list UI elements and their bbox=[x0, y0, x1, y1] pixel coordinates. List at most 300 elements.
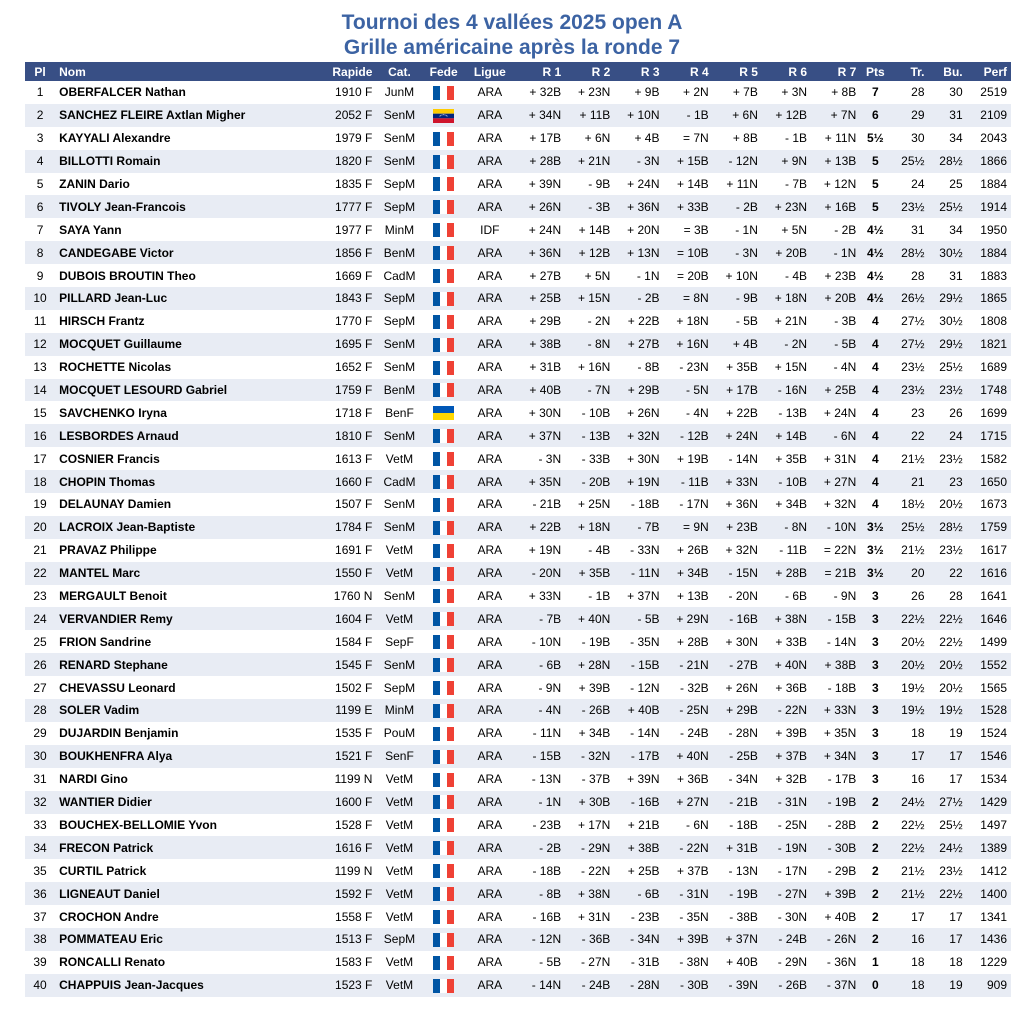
player-rating: 1523 F bbox=[312, 974, 376, 997]
header-rapide[interactable]: Rapide bbox=[312, 62, 376, 81]
round-2-result: - 37B bbox=[565, 768, 614, 791]
round-2-result: - 2N bbox=[565, 310, 614, 333]
round-5-result: + 6N bbox=[713, 104, 762, 127]
player-league: ARA bbox=[465, 791, 515, 814]
round-3-result: + 20N bbox=[614, 218, 663, 241]
round-4-result: = 3B bbox=[664, 218, 713, 241]
round-3-result: - 34N bbox=[614, 928, 663, 951]
round-2-result: - 7N bbox=[565, 379, 614, 402]
player-federation bbox=[423, 653, 465, 676]
round-5-result: - 14N bbox=[713, 447, 762, 470]
player-points: 5½ bbox=[860, 127, 890, 150]
fra-flag-icon bbox=[433, 910, 454, 924]
player-performance: 1341 bbox=[967, 905, 1011, 928]
round-3-result: - 35N bbox=[614, 630, 663, 653]
player-name: OBERFALCER Nathan bbox=[55, 81, 312, 104]
round-4-result: + 28B bbox=[664, 630, 713, 653]
player-category: VetM bbox=[376, 768, 422, 791]
round-2-result: + 14B bbox=[565, 218, 614, 241]
player-performance: 1759 bbox=[967, 516, 1011, 539]
round-3-result: + 19N bbox=[614, 470, 663, 493]
player-category: BenF bbox=[376, 401, 422, 424]
player-tiebreak-bu: 28½ bbox=[929, 150, 967, 173]
player-points: 6 bbox=[860, 104, 890, 127]
header-bu[interactable]: Bu. bbox=[929, 62, 967, 81]
player-tiebreak-tr: 21½ bbox=[890, 882, 928, 905]
player-rating: 1977 F bbox=[312, 218, 376, 241]
player-name: BOUCHEX-BELLOMIE Yvon bbox=[55, 814, 312, 837]
round-3-result: + 40B bbox=[614, 699, 663, 722]
round-6-result: - 8N bbox=[762, 516, 811, 539]
player-place: 16 bbox=[25, 424, 55, 447]
player-place: 40 bbox=[25, 974, 55, 997]
round-7-result: = 22N bbox=[811, 539, 860, 562]
round-6-result: + 5N bbox=[762, 218, 811, 241]
round-4-result: + 33B bbox=[664, 195, 713, 218]
player-tiebreak-tr: 23 bbox=[890, 401, 928, 424]
player-points: 5 bbox=[860, 150, 890, 173]
round-3-result: + 29B bbox=[614, 379, 663, 402]
round-3-result: + 26N bbox=[614, 401, 663, 424]
table-row bbox=[25, 836, 1011, 859]
player-category: VetM bbox=[376, 607, 422, 630]
round-3-result: - 1N bbox=[614, 264, 663, 287]
player-category: SenM bbox=[376, 424, 422, 447]
player-name: DUBOIS BROUTIN Theo bbox=[55, 264, 312, 287]
round-6-result: + 40N bbox=[762, 653, 811, 676]
player-place: 18 bbox=[25, 470, 55, 493]
player-name: SOLER Vadim bbox=[55, 699, 312, 722]
player-tiebreak-tr: 21½ bbox=[890, 539, 928, 562]
round-4-result: + 29N bbox=[664, 607, 713, 630]
fra-flag-icon bbox=[433, 452, 454, 466]
fra-flag-icon bbox=[433, 635, 454, 649]
round-4-result: - 21N bbox=[664, 653, 713, 676]
round-3-result: + 9B bbox=[614, 81, 663, 104]
round-6-result: + 20B bbox=[762, 241, 811, 264]
player-performance: 1429 bbox=[967, 791, 1011, 814]
table-row bbox=[25, 493, 1011, 516]
player-federation bbox=[423, 264, 465, 287]
player-points: 3 bbox=[860, 607, 890, 630]
player-performance: 1950 bbox=[967, 218, 1011, 241]
player-name: RONCALLI Renato bbox=[55, 951, 312, 974]
player-federation bbox=[423, 928, 465, 951]
table-row bbox=[25, 81, 1011, 104]
player-tiebreak-bu: 31 bbox=[929, 264, 967, 287]
player-tiebreak-tr: 20½ bbox=[890, 630, 928, 653]
round-2-result: + 40N bbox=[565, 607, 614, 630]
player-tiebreak-tr: 20½ bbox=[890, 653, 928, 676]
round-6-result: - 1B bbox=[762, 127, 811, 150]
player-category: SepM bbox=[376, 310, 422, 333]
round-4-result: - 6N bbox=[664, 814, 713, 837]
player-league: ARA bbox=[465, 722, 515, 745]
round-6-result: + 36B bbox=[762, 676, 811, 699]
round-1-result: + 33N bbox=[515, 585, 565, 608]
round-7-result: + 24N bbox=[811, 401, 860, 424]
player-tiebreak-bu: 34 bbox=[929, 218, 967, 241]
player-rating: 1528 F bbox=[312, 814, 376, 837]
player-rating: 1545 F bbox=[312, 653, 376, 676]
round-2-result: - 3B bbox=[565, 195, 614, 218]
player-rating: 1691 F bbox=[312, 539, 376, 562]
round-3-result: - 33N bbox=[614, 539, 663, 562]
round-2-result: + 23N bbox=[565, 81, 614, 104]
round-1-result: + 24N bbox=[515, 218, 565, 241]
fra-flag-icon bbox=[433, 155, 454, 169]
round-6-result: - 16N bbox=[762, 379, 811, 402]
player-league: ARA bbox=[465, 241, 515, 264]
header-perf[interactable]: Perf bbox=[967, 62, 1011, 81]
fra-flag-icon bbox=[433, 200, 454, 214]
player-performance: 1748 bbox=[967, 379, 1011, 402]
player-federation bbox=[423, 447, 465, 470]
player-performance: 1565 bbox=[967, 676, 1011, 699]
round-7-result: - 19B bbox=[811, 791, 860, 814]
player-performance: 1673 bbox=[967, 493, 1011, 516]
round-5-result: + 32N bbox=[713, 539, 762, 562]
round-3-result: + 24N bbox=[614, 173, 663, 196]
round-7-result: + 11N bbox=[811, 127, 860, 150]
player-tiebreak-tr: 29 bbox=[890, 104, 928, 127]
round-4-result: - 38N bbox=[664, 951, 713, 974]
header-pts[interactable]: Pts bbox=[860, 62, 890, 81]
player-place: 24 bbox=[25, 607, 55, 630]
player-league: ARA bbox=[465, 859, 515, 882]
player-category: SepM bbox=[376, 173, 422, 196]
round-7-result: + 23B bbox=[811, 264, 860, 287]
round-3-result: - 8B bbox=[614, 356, 663, 379]
player-tiebreak-bu: 27½ bbox=[929, 791, 967, 814]
player-points: 2 bbox=[860, 905, 890, 928]
player-rating: 1856 F bbox=[312, 241, 376, 264]
player-place: 39 bbox=[25, 951, 55, 974]
fra-flag-icon bbox=[433, 795, 454, 809]
header-pl[interactable]: Pl bbox=[25, 62, 55, 81]
round-5-result: - 19B bbox=[713, 882, 762, 905]
player-federation bbox=[423, 882, 465, 905]
table-row bbox=[25, 379, 1011, 402]
table-row bbox=[25, 859, 1011, 882]
fra-flag-icon bbox=[433, 383, 454, 397]
round-4-result: + 34B bbox=[664, 562, 713, 585]
player-place: 4 bbox=[25, 150, 55, 173]
player-tiebreak-bu: 23½ bbox=[929, 447, 967, 470]
round-2-result: + 35B bbox=[565, 562, 614, 585]
player-place: 17 bbox=[25, 447, 55, 470]
player-tiebreak-bu: 28½ bbox=[929, 516, 967, 539]
table-row bbox=[25, 356, 1011, 379]
player-category: VetM bbox=[376, 814, 422, 837]
player-place: 13 bbox=[25, 356, 55, 379]
header-r4[interactable]: R 4 bbox=[664, 62, 713, 81]
player-tiebreak-tr: 24½ bbox=[890, 791, 928, 814]
round-6-result: - 26B bbox=[762, 974, 811, 997]
fra-flag-icon bbox=[433, 361, 454, 375]
player-points: 2 bbox=[860, 928, 890, 951]
player-tiebreak-tr: 23½ bbox=[890, 195, 928, 218]
round-3-result: - 31B bbox=[614, 951, 663, 974]
round-1-result: + 19N bbox=[515, 539, 565, 562]
player-league: ARA bbox=[465, 699, 515, 722]
round-2-result: + 21N bbox=[565, 150, 614, 173]
fra-flag-icon bbox=[433, 498, 454, 512]
player-rating: 1660 F bbox=[312, 470, 376, 493]
round-1-result: - 13N bbox=[515, 768, 565, 791]
player-category: MinM bbox=[376, 218, 422, 241]
player-category: SepM bbox=[376, 676, 422, 699]
player-name: ROCHETTE Nicolas bbox=[55, 356, 312, 379]
round-1-result: - 5B bbox=[515, 951, 565, 974]
round-6-result: - 31N bbox=[762, 791, 811, 814]
player-tiebreak-tr: 21½ bbox=[890, 859, 928, 882]
player-rating: 1759 F bbox=[312, 379, 376, 402]
player-league: ARA bbox=[465, 424, 515, 447]
round-7-result: + 31N bbox=[811, 447, 860, 470]
player-league: ARA bbox=[465, 379, 515, 402]
player-tiebreak-tr: 28 bbox=[890, 81, 928, 104]
player-federation bbox=[423, 562, 465, 585]
player-name: MERGAULT Benoit bbox=[55, 585, 312, 608]
round-1-result: + 36N bbox=[515, 241, 565, 264]
round-3-result: - 12N bbox=[614, 676, 663, 699]
round-7-result: + 7N bbox=[811, 104, 860, 127]
player-category: PouM bbox=[376, 722, 422, 745]
player-name: DUJARDIN Benjamin bbox=[55, 722, 312, 745]
player-name: CURTIL Patrick bbox=[55, 859, 312, 882]
table-row bbox=[25, 653, 1011, 676]
round-5-result: - 34N bbox=[713, 768, 762, 791]
header-cat[interactable]: Cat. bbox=[376, 62, 422, 81]
player-tiebreak-tr: 22½ bbox=[890, 607, 928, 630]
player-place: 10 bbox=[25, 287, 55, 310]
table-row bbox=[25, 516, 1011, 539]
player-rating: 1718 F bbox=[312, 401, 376, 424]
header-r6[interactable]: R 6 bbox=[762, 62, 811, 81]
round-4-result: + 13B bbox=[664, 585, 713, 608]
player-category: VetM bbox=[376, 836, 422, 859]
round-7-result: + 40B bbox=[811, 905, 860, 928]
round-2-result: - 36B bbox=[565, 928, 614, 951]
player-name: TIVOLY Jean-Francois bbox=[55, 195, 312, 218]
player-place: 14 bbox=[25, 379, 55, 402]
player-federation bbox=[423, 974, 465, 997]
round-5-result: - 39N bbox=[713, 974, 762, 997]
player-name: LIGNEAUT Daniel bbox=[55, 882, 312, 905]
player-place: 23 bbox=[25, 585, 55, 608]
player-performance: 1552 bbox=[967, 653, 1011, 676]
player-federation bbox=[423, 607, 465, 630]
round-7-result: - 3B bbox=[811, 310, 860, 333]
table-row bbox=[25, 745, 1011, 768]
player-performance: 1534 bbox=[967, 768, 1011, 791]
round-2-result: - 19B bbox=[565, 630, 614, 653]
round-6-result: + 28B bbox=[762, 562, 811, 585]
header-r5[interactable]: R 5 bbox=[713, 62, 762, 81]
player-points: 2 bbox=[860, 859, 890, 882]
round-1-result: + 35N bbox=[515, 470, 565, 493]
round-5-result: + 33N bbox=[713, 470, 762, 493]
round-2-result: + 30B bbox=[565, 791, 614, 814]
player-rating: 1507 F bbox=[312, 493, 376, 516]
round-5-result: + 24N bbox=[713, 424, 762, 447]
player-points: 3 bbox=[860, 585, 890, 608]
player-tiebreak-tr: 20 bbox=[890, 562, 928, 585]
player-tiebreak-tr: 18 bbox=[890, 974, 928, 997]
player-name: BILLOTTI Romain bbox=[55, 150, 312, 173]
player-tiebreak-bu: 18 bbox=[929, 951, 967, 974]
player-points: 4 bbox=[860, 379, 890, 402]
round-2-result: + 5N bbox=[565, 264, 614, 287]
round-5-result: - 2B bbox=[713, 195, 762, 218]
player-league: ARA bbox=[465, 814, 515, 837]
round-7-result: + 35N bbox=[811, 722, 860, 745]
round-4-result: - 1B bbox=[664, 104, 713, 127]
player-place: 26 bbox=[25, 653, 55, 676]
round-2-result: - 24B bbox=[565, 974, 614, 997]
player-federation bbox=[423, 81, 465, 104]
round-5-result: + 37N bbox=[713, 928, 762, 951]
player-name: KAYYALI Alexandre bbox=[55, 127, 312, 150]
round-2-result: - 4B bbox=[565, 539, 614, 562]
round-2-result: + 11B bbox=[565, 104, 614, 127]
header-r2[interactable]: R 2 bbox=[565, 62, 614, 81]
player-federation bbox=[423, 791, 465, 814]
player-federation bbox=[423, 516, 465, 539]
round-4-result: = 9N bbox=[664, 516, 713, 539]
player-tiebreak-tr: 19½ bbox=[890, 699, 928, 722]
player-rating: 1613 F bbox=[312, 447, 376, 470]
player-category: VetM bbox=[376, 539, 422, 562]
player-tiebreak-tr: 31 bbox=[890, 218, 928, 241]
player-points: 3½ bbox=[860, 562, 890, 585]
player-league: ARA bbox=[465, 310, 515, 333]
player-federation bbox=[423, 127, 465, 150]
fra-flag-icon bbox=[433, 544, 454, 558]
round-1-result: + 38B bbox=[515, 333, 565, 356]
fra-flag-icon bbox=[433, 887, 454, 901]
round-5-result: + 4B bbox=[713, 333, 762, 356]
player-category: SenM bbox=[376, 356, 422, 379]
player-performance: 1699 bbox=[967, 401, 1011, 424]
round-7-result: + 8B bbox=[811, 81, 860, 104]
round-1-result: - 12N bbox=[515, 928, 565, 951]
round-2-result: + 17N bbox=[565, 814, 614, 837]
round-6-result: + 39B bbox=[762, 722, 811, 745]
table-row bbox=[25, 173, 1011, 196]
player-category: SenM bbox=[376, 585, 422, 608]
player-federation bbox=[423, 493, 465, 516]
player-league: ARA bbox=[465, 585, 515, 608]
round-7-result: + 34N bbox=[811, 745, 860, 768]
player-place: 9 bbox=[25, 264, 55, 287]
player-rating: 1695 F bbox=[312, 333, 376, 356]
round-1-result: - 23B bbox=[515, 814, 565, 837]
player-performance: 1497 bbox=[967, 814, 1011, 837]
player-rating: 1784 F bbox=[312, 516, 376, 539]
table-row bbox=[25, 676, 1011, 699]
player-rating: 1199 E bbox=[312, 699, 376, 722]
player-category: SenM bbox=[376, 516, 422, 539]
player-tiebreak-bu: 17 bbox=[929, 905, 967, 928]
round-3-result: - 11N bbox=[614, 562, 663, 585]
player-category: BenM bbox=[376, 379, 422, 402]
player-rating: 1910 F bbox=[312, 81, 376, 104]
round-6-result: + 14B bbox=[762, 424, 811, 447]
fra-flag-icon bbox=[433, 979, 454, 993]
round-6-result: + 18N bbox=[762, 287, 811, 310]
round-6-result: - 19N bbox=[762, 836, 811, 859]
player-federation bbox=[423, 951, 465, 974]
player-place: 1 bbox=[25, 81, 55, 104]
player-points: 3 bbox=[860, 676, 890, 699]
player-category: SenM bbox=[376, 333, 422, 356]
player-place: 3 bbox=[25, 127, 55, 150]
player-federation bbox=[423, 241, 465, 264]
player-performance: 1641 bbox=[967, 585, 1011, 608]
round-5-result: + 30N bbox=[713, 630, 762, 653]
header-ligue[interactable]: Ligue bbox=[465, 62, 515, 81]
fra-flag-icon bbox=[433, 818, 454, 832]
player-league: ARA bbox=[465, 195, 515, 218]
player-tiebreak-bu: 30½ bbox=[929, 241, 967, 264]
player-tiebreak-bu: 22 bbox=[929, 562, 967, 585]
header-r3[interactable]: R 3 bbox=[614, 62, 663, 81]
round-2-result: + 12B bbox=[565, 241, 614, 264]
round-7-result: - 10N bbox=[811, 516, 860, 539]
player-category: VetM bbox=[376, 859, 422, 882]
round-2-result: - 33B bbox=[565, 447, 614, 470]
player-rating: 1835 F bbox=[312, 173, 376, 196]
player-place: 20 bbox=[25, 516, 55, 539]
player-performance: 1715 bbox=[967, 424, 1011, 447]
player-category: SepM bbox=[376, 195, 422, 218]
player-league: ARA bbox=[465, 951, 515, 974]
player-tiebreak-bu: 24½ bbox=[929, 836, 967, 859]
player-performance: 1914 bbox=[967, 195, 1011, 218]
header-tr[interactable]: Tr. bbox=[890, 62, 928, 81]
player-federation bbox=[423, 150, 465, 173]
header-nom[interactable]: Nom bbox=[55, 62, 312, 81]
player-rating: 1979 F bbox=[312, 127, 376, 150]
header-r1[interactable]: R 1 bbox=[515, 62, 565, 81]
player-points: 3 bbox=[860, 699, 890, 722]
player-points: 4 bbox=[860, 333, 890, 356]
player-performance: 1865 bbox=[967, 287, 1011, 310]
round-5-result: + 36N bbox=[713, 493, 762, 516]
player-rating: 1616 F bbox=[312, 836, 376, 859]
round-2-result: - 32N bbox=[565, 745, 614, 768]
player-place: 35 bbox=[25, 859, 55, 882]
player-federation bbox=[423, 905, 465, 928]
header-r7[interactable]: R 7 bbox=[811, 62, 860, 81]
header-fede[interactable]: Fede bbox=[423, 62, 465, 81]
round-2-result: - 29N bbox=[565, 836, 614, 859]
round-5-result: + 10N bbox=[713, 264, 762, 287]
player-category: SepF bbox=[376, 630, 422, 653]
player-tiebreak-tr: 22 bbox=[890, 424, 928, 447]
player-name: WANTIER Didier bbox=[55, 791, 312, 814]
table-row bbox=[25, 905, 1011, 928]
player-tiebreak-tr: 24 bbox=[890, 173, 928, 196]
player-rating: 1592 F bbox=[312, 882, 376, 905]
table-row bbox=[25, 722, 1011, 745]
player-category: VetM bbox=[376, 905, 422, 928]
player-league: ARA bbox=[465, 562, 515, 585]
round-5-result: - 1N bbox=[713, 218, 762, 241]
player-place: 36 bbox=[25, 882, 55, 905]
